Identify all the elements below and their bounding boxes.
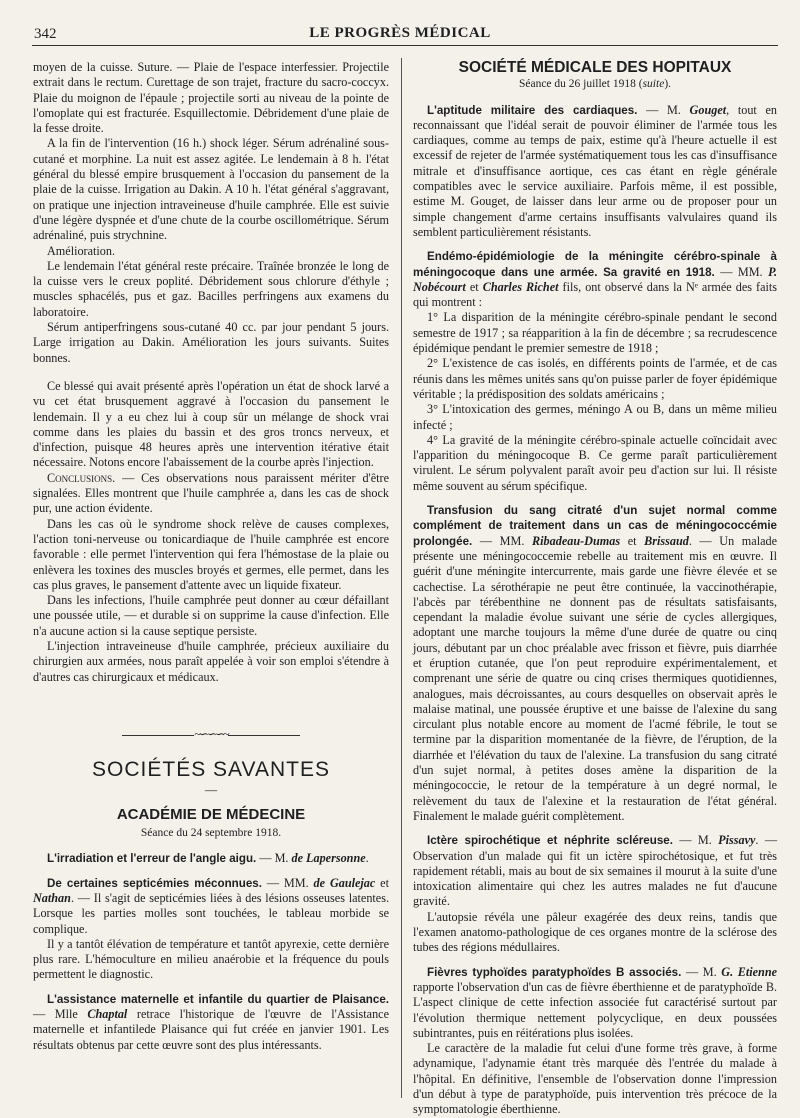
running-title: LE PROGRÈS MÉDICAL bbox=[309, 25, 491, 41]
academie-title: ACADÉMIE DE MÉDECINE bbox=[116, 805, 306, 823]
list-item: 4° La gravité de la méningite cérébro-spinale actuelle coïncidait avec l'apparition du méningocoque B. Ce germe paraît particulièrement virulent. Le sérum polyvalent paraît avoir peu d'action sur lui. Il résiste même souvent au sérum spécifique. bbox=[413, 432, 777, 493]
paragraph: A la fin de l'intervention (16 h.) shock léger. Sérum adrénaliné sous-cutané et morphine. La nuit est assez agitée. Le lendemain à 8 h. l'état général du blessé empire brusquement à l'occasion du pansement de la plaie de la cuisse. Irrigation au Dakin. A 10 h. l'état général s'aggravant, on pratique une injection intraveineuse d'huile camphrée. Elle est suivie d'une légère dyspnée et d'une chute de la courbe oscillométrique. Sérum adrénaliné, puis strychnine. bbox=[33, 136, 389, 243]
conclusions-paragraph: Conclusions. — Ces observations nous paraissent mériter d'être signalées. Elles montrent que l'huile camphrée a, dans les cas de shock pur, une action évidente. bbox=[33, 470, 389, 516]
paragraph: L'autopsie révéla une pâleur exagérée des deux reins, tandis que l'examen anatomo-pathologique de ces organes montre de la sclérose des tubes des régions médullaires. bbox=[413, 909, 777, 955]
list-item: 3° L'intoxication des germes, méningo A ou B, dans un même milieu infecté ; bbox=[413, 402, 777, 432]
title-dash: — bbox=[204, 783, 218, 798]
communication: Fièvres typhoïdes paratyphoïdes B associés. — M. G. Etienne rapporte l'observation d'un cas de fièvre éberthienne et de paratyphoïde B. L'aspect clinique de cette infection associée fut caractérisé surtout par l'évolution thermique nettement polycyclique, en deux poussées subintrantes, puis en réitérations plus isolées. bbox=[413, 964, 778, 1040]
communication: L'aptitude militaire des cardiaques. — M. Gouget, tout en reconnaissant que l'idéal serait de pouvoir éliminer de l'armée tous les cardiaques, comme au temps de paix, estime qu'à l'heure actuelle il est excessif de rejeter de l'armée systématiquement tous les cas d'insuffisance mitrale et d'insuffisance aortique, ces cas étant en règle générale compatibles avec le service auxiliaire. Parfois même, il est possible, estime M. Gouget, de laisser dans leur arme ou de proposer pour un simple changement d'arme certains insuffisants valvulaires quand ils semblent particulièrement résistants. bbox=[413, 102, 777, 239]
society-title: SOCIÉTÉ MÉDICALE DES HOPITAUX bbox=[458, 59, 732, 76]
paragraph: moyen de la cuisse. Suture. — Plaie de l'espace interfessier. Projectile extrait dans le rectum. Curettage de son trajet, fracture du sacro-coccyx. Plaie du moignon de l'épaule ; projectile sorti au niveau de la pointe de l'omoplate qui est fracturée. Esquillectomie. Débridement d'une plaie de la fesse droite. bbox=[33, 60, 389, 136]
communication: L'irradiation et l'erreur de l'angle aigu. — M. de Lapersonne. bbox=[47, 851, 369, 866]
paragraph: Dans les cas où le syndrome shock relève de causes complexes, l'action toni-nerveuse ou tonicardiaque de l'huile camphrée est encore favorable : elle permet l'intervention qui fera l'hémostase de la plaie ou enlèvera les toxines des muscles broyés et germes, elle permet, dans les cas plus graves, le pansement d'attente avec un liquide fixateur. bbox=[33, 516, 389, 592]
paragraph: Le caractère de la maladie fut celui d'une forme très grave, à forme adynamique, l'adynamie étant très marquée dès l'entrée du malade à l'hôpital. En définitive, l'ensemble de l'observation donne l'impression d'un début à type de paratyphoïde, puis intervention très précoce de la symptomatologie éberthienne. bbox=[413, 1041, 777, 1117]
paragraph: Il y a tantôt élévation de température et tantôt apyrexie, cette dernière plus rare. L'hémoculture en milieu anaérobie et la fréquence du pouls permettent le diagnostic. bbox=[33, 936, 389, 982]
section-title: SOCIÉTÉS SAVANTES bbox=[92, 758, 330, 782]
paragraph: Amélioration. bbox=[47, 243, 116, 258]
paragraph: Sérum antiperfringens sous-cutané 40 cc. par jour pendant 5 jours. Large irrigation au Dakin. Amélioration les jours suivants. Suites bonnes. bbox=[33, 320, 389, 365]
right-column bbox=[413, 60, 777, 1118]
communication: De certaines septicémies méconnues. — MM. de Gaulejac et Nathan. — Il s'agit de septicémies liées à des lésions osseuses latentes. Lorsque les parties molles sont touchées, le tableau morbide se complique. bbox=[33, 875, 389, 936]
list-item: 2° L'existence de cas isolés, en différents points de l'armée, et de cas réunis dans les mêmes unités sans qu'on puisse parler de foyer épidémique véritable ; la prédisposition des soldats américains ; bbox=[413, 356, 777, 401]
paragraph: L'injection intraveineuse d'huile camphrée, précieux auxiliaire du chirurgien aux armées, nous paraît appelée à voir son emploi s'étendre à d'autres cas chirurgicaux et médicaux. bbox=[33, 638, 389, 684]
ornament-separator: ~∽∽∽~ bbox=[33, 727, 389, 742]
page-number: 342 bbox=[34, 26, 57, 42]
communication: L'assistance maternelle et infantile du quartier de Plaisance. — Mlle Chaptal retrace l'historique de l'œuvre de l'Assistance maternelle et infantilede Plaisance qui fut créée en janvier 1901. Les résultats obtenus par cette œuvre sont des plus intéressants. bbox=[33, 992, 389, 1052]
seance-date: Séance du 26 juillet 1918 (suite). bbox=[518, 78, 672, 91]
communication: Transfusion du sang citraté d'un sujet normal comme complément de traitement dans un cas de méningococcémie prolongée. — MM. Ribadeau-Dumas et Brissaud. — Un malade présente une méningococcemie rebelle au traitement mis en œuvre. Il guérit d'une méningite intercurrente, mais garde une fièvre élevée et se cachectise. La sérothérapie ne peut être continuée, la vaccinothérapie, l'abcès par térébenthine ne donnent pas de résultats satisfaisants, cependant la maladie évolue suivant une série de cycles allergiques, adoptant une marche toujours la même d'une durée de quatre ou cinq jours, débutant par un choc préalable avec frisson et fièvre, puis diarrhée et éruption cutanée, que l'on peut reproduire expérimentalement, et comprenant une série de quatre ou cinq crises thermiques quotidiennes, analogues, mais décroissantes, au cours desquelles on observait après le malaise matinal, une poussée éruptive et une baisse de l'alexine du sang circulant plus notable encore au moment de l'acmé fébrile, le tout se termine par la disparition momentanée de la fièvre, de l'éruption, de la diarrhée et l'élévation du taux de l'alexine. La transfusion du sang citraté d'un sujet normal, à petites doses amène la disparition de la méningococcie, le retour de la température à un degré normal, le relèvement du taux de l'alexine et la restauration de l'état général. Finalement le malade guérit complètement. bbox=[413, 504, 777, 823]
header-rule bbox=[32, 45, 778, 46]
list-item: 1° La disparition de la méningite cérébro-spinale pendant le second semestre de 1917 ; sa réapparition à la fin de décembre ; sa recrudescence épidémique pendant le premier semestre de 1918 ; bbox=[413, 310, 777, 356]
paragraph: Le lendemain l'état général reste précaire. Traînée bronzée le long de la cuisse vers le creux poplité. Débridement sous chlorure d'éthyle ; muscles sphacélés, pus et gaz. Bacilles perfringens aux examens du laboratoire. bbox=[33, 258, 389, 319]
seance-date: Séance du 24 septembre 1918. bbox=[140, 827, 282, 840]
left-column bbox=[33, 60, 389, 1053]
communication: Endémo-épidémiologie de la méningite cérébro-spinale à méningocoque dans une armée. Sa gravité en 1918. — MM. P. Nobécourt et Charles Richet fils, ont observé dans la Nᵉ armée des faits qui montrent : bbox=[413, 250, 778, 310]
communication: Ictère spirochétique et néphrite scléreuse. — M. Pissavy. — Observation d'un malade qui fit un ictère spirochétosique, et fut très rapidement rétabli, mais au bout de six semaines il mourut à la suite d'une intoxication alimentaire qui chez les autres malades ne fut d'aucune gravité. bbox=[413, 833, 778, 909]
paragraph: Dans les infections, l'huile camphrée peut donner au cœur défaillant une poussée utile, — et durable si on supprime la cause d'infection. Elle n'a aucune action si la cause septique persiste. bbox=[33, 593, 389, 638]
conclusions-label: Conclusions. bbox=[47, 470, 116, 485]
column-rule bbox=[401, 58, 402, 1098]
paragraph: Ce blessé qui avait présenté après l'opération un état de shock larvé a vu cet état brusquement aggravé à l'occasion du pansement le lendemain. Il y a eu chez lui à coup sûr un mélange de shock vrai comme dans les plaies du bassin et des gros troncs nerveux, et d'infection, puisque 48 heures après une intervention itérative était nécessaire. Notons encore l'abaissement de la courbe après l'injection. bbox=[33, 378, 389, 470]
